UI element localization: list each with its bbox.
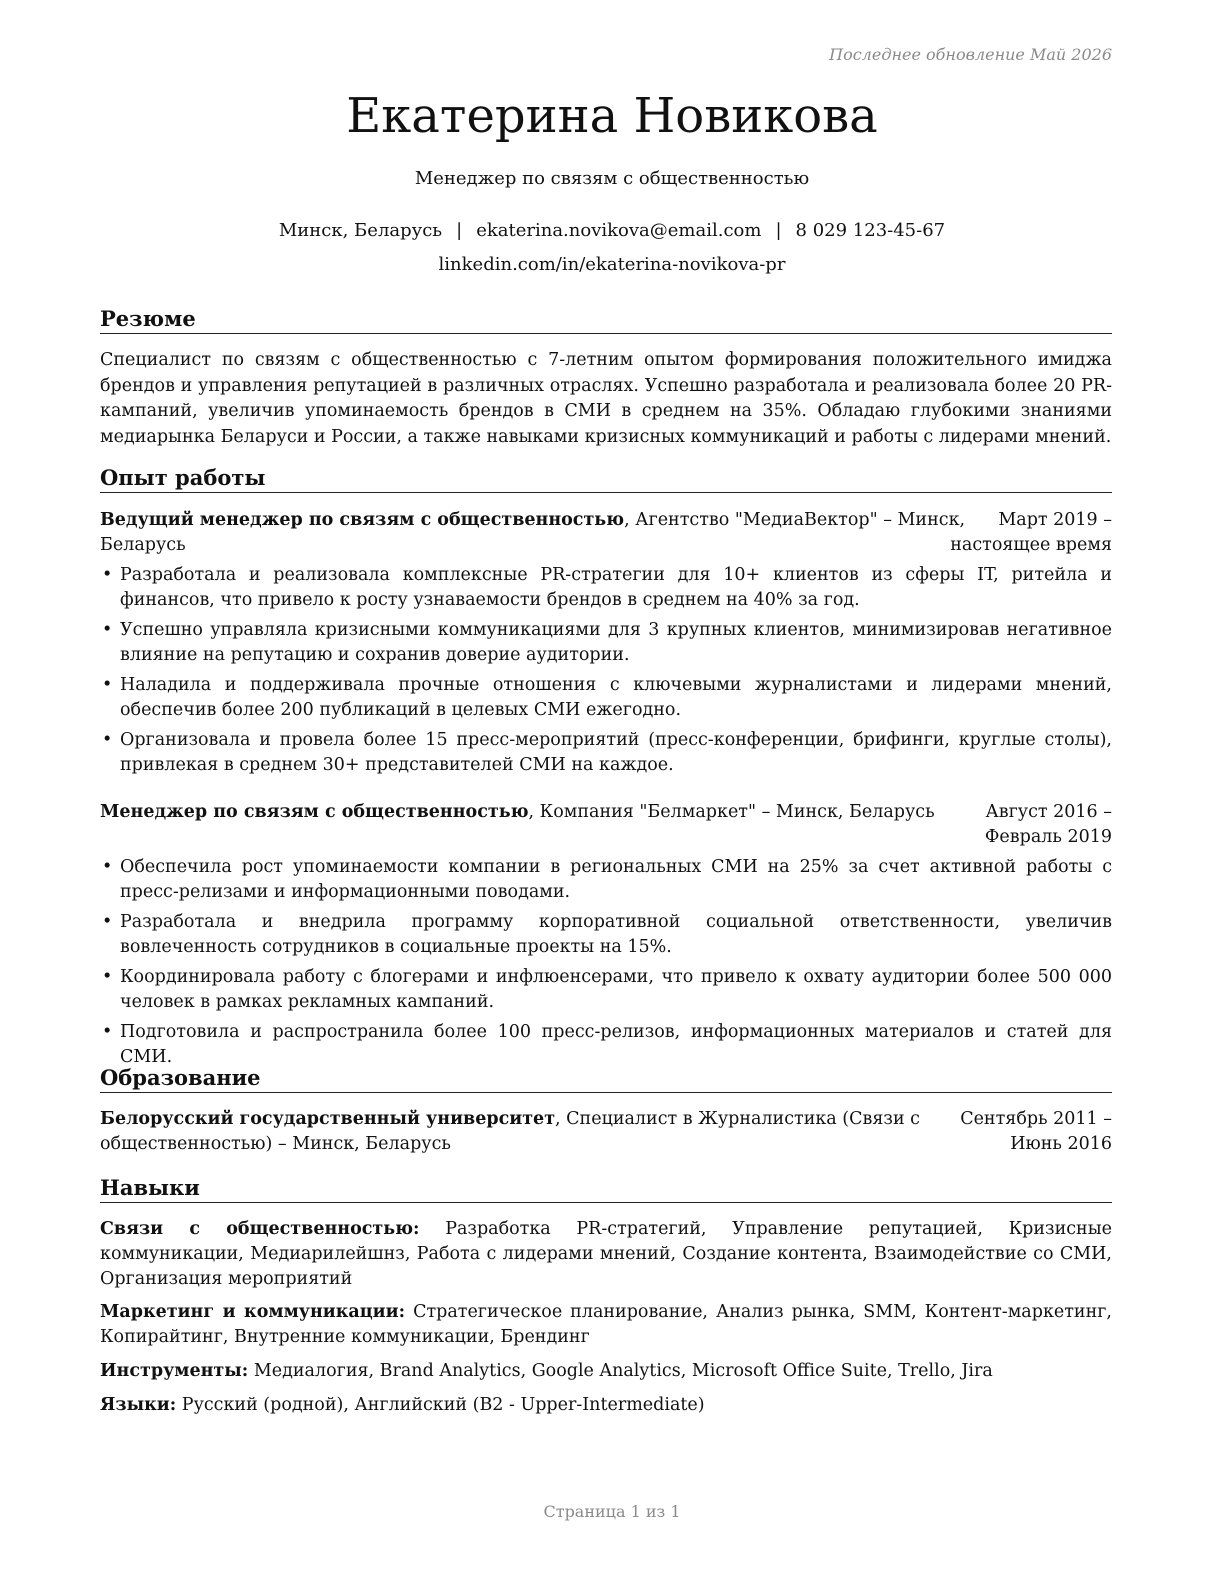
education-dates: Сентябрь 2011 – Июнь 2016 bbox=[960, 1109, 1112, 1154]
linkedin-link[interactable]: linkedin.com/in/ekaterina-novikova-pr bbox=[438, 254, 786, 275]
job-company: , Агентство "МедиаВектор" – Минск, Беларусь bbox=[100, 510, 966, 555]
job-bullets bbox=[100, 563, 1112, 783]
job-role: Ведущий менеджер по связям с общественностью bbox=[100, 510, 625, 530]
school-name: Белорусский государственный университет bbox=[100, 1109, 556, 1129]
job-role: Менеджер по связям с общественностью bbox=[100, 802, 529, 822]
skill-row bbox=[100, 1217, 1112, 1292]
list-item: • Успешно управляла кризисными коммуникациями для 3 крупных клиентов, минимизировав негативное влияние на репутацию и сохранив доверие аудитории. bbox=[100, 618, 1112, 668]
list-item: • Подготовила и распространила более 100 пресс-релизов, информационных материалов и статей для СМИ. bbox=[100, 1020, 1112, 1070]
skill-row bbox=[100, 1393, 1112, 1418]
job-header bbox=[100, 508, 1112, 558]
skill-value: Медиалогия, Brand Analytics, Google Analytics, Microsoft Office Suite, Trello, Jira bbox=[248, 1361, 993, 1381]
education-entry bbox=[100, 1107, 1112, 1157]
skill-row bbox=[100, 1359, 1112, 1384]
section-title-skills: Навыки bbox=[100, 1175, 1112, 1203]
summary-text: Специалист по связям с общественностью с 7-летним опытом формирования положительного имиджа брендов и управления репутацией в различных отраслях. Успешно разработала и реализовала более 20 PR-кампаний, увеличив упоминаемость брендов в СМИ в среднем на 35%. Обладаю глубокими знаниями медиарынка Беларуси и России, а также навыками кризисных коммуникаций и работы с лидерами мнений. bbox=[100, 350, 1112, 447]
list-item: • Разработала и реализовала комплексные PR-стратегии для 10+ клиентов из сферы IT, ритейла и финансов, что привело к росту узнаваемости брендов в среднем на 40% за год. bbox=[100, 563, 1112, 613]
separator: | bbox=[456, 220, 463, 241]
list-item: • Организовала и провела более 15 пресс-мероприятий (пресс-конференции, брифинги, круглые столы), привлекая в среднем 30+ представителей СМИ на каждое. bbox=[100, 728, 1112, 778]
section-title-experience: Опыт работы bbox=[100, 465, 1112, 493]
degree-details: , Специалист в Журналистика (Связи с общественностью) – Минск, Беларусь bbox=[100, 1109, 920, 1154]
skill-value: Разработка PR-стратегий, Управление репутацией, Кризисные коммуникации, Медиарилейшнз, Работа с лидерами мнений, Создание контента, Взаимодействие со СМИ, Организация мероприятий bbox=[100, 1219, 1112, 1289]
skill-row bbox=[100, 1300, 1112, 1350]
skill-value: Стратегическое планирование, Анализ рынка, SMM, Контент-маркетинг, Копирайтинг, Внутренние коммуникации, Брендинг bbox=[100, 1302, 1112, 1347]
list-item: • Разработала и внедрила программу корпоративной социальной ответственности, увеличив вовлеченность сотрудников в социальные проекты на 15%. bbox=[100, 910, 1112, 960]
contact-line bbox=[0, 220, 1224, 241]
location: Минск, Беларусь bbox=[278, 220, 443, 241]
skill-label: Маркетинг и коммуникации: bbox=[100, 1302, 406, 1322]
list-item: • Координировала работу с блогерами и инфлюенсерами, что привело к охвату аудитории более 500 000 человек в рамках рекламных кампаний. bbox=[100, 965, 1112, 1015]
last-updated: Последнее обновление Май 2026 bbox=[829, 45, 1112, 64]
separator: | bbox=[775, 220, 782, 241]
job-dates: Август 2016 – Февраль 2019 bbox=[984, 802, 1112, 847]
candidate-name: Екатерина Новикова bbox=[346, 88, 878, 144]
job-title: Менеджер по связям с общественностью bbox=[414, 168, 810, 189]
phone: 8 029 123-45-67 bbox=[795, 220, 946, 241]
list-item: • Наладила и поддерживала прочные отношения с ключевыми журналистами и лидерами мнений, обеспечив более 200 публикаций в целевых СМИ ежегодно. bbox=[100, 673, 1112, 723]
list-item: • Обеспечила рост упоминаемости компании в региональных СМИ на 25% за счет активной работы с пресс-релизами и информационными поводами. bbox=[100, 855, 1112, 905]
job-company: , Компания "Белмаркет" – Минск, Беларусь bbox=[528, 802, 935, 822]
job-dates: Март 2019 – настоящее время bbox=[950, 510, 1112, 555]
skill-label: Связи с общественностью: bbox=[100, 1219, 420, 1239]
skill-value: Русский (родной), Английский (B2 - Upper-Intermediate) bbox=[176, 1395, 705, 1415]
page-number: Страница 1 из 1 bbox=[543, 1502, 681, 1521]
section-title-summary: Резюме bbox=[100, 306, 1112, 334]
section-title-education: Образование bbox=[100, 1065, 1112, 1093]
email-link[interactable]: ekaterina.novikova@email.com bbox=[476, 220, 762, 241]
skill-label: Языки: bbox=[100, 1395, 177, 1415]
skill-label: Инструменты: bbox=[100, 1361, 249, 1381]
job-bullets bbox=[100, 855, 1112, 1075]
job-header bbox=[100, 800, 1112, 847]
